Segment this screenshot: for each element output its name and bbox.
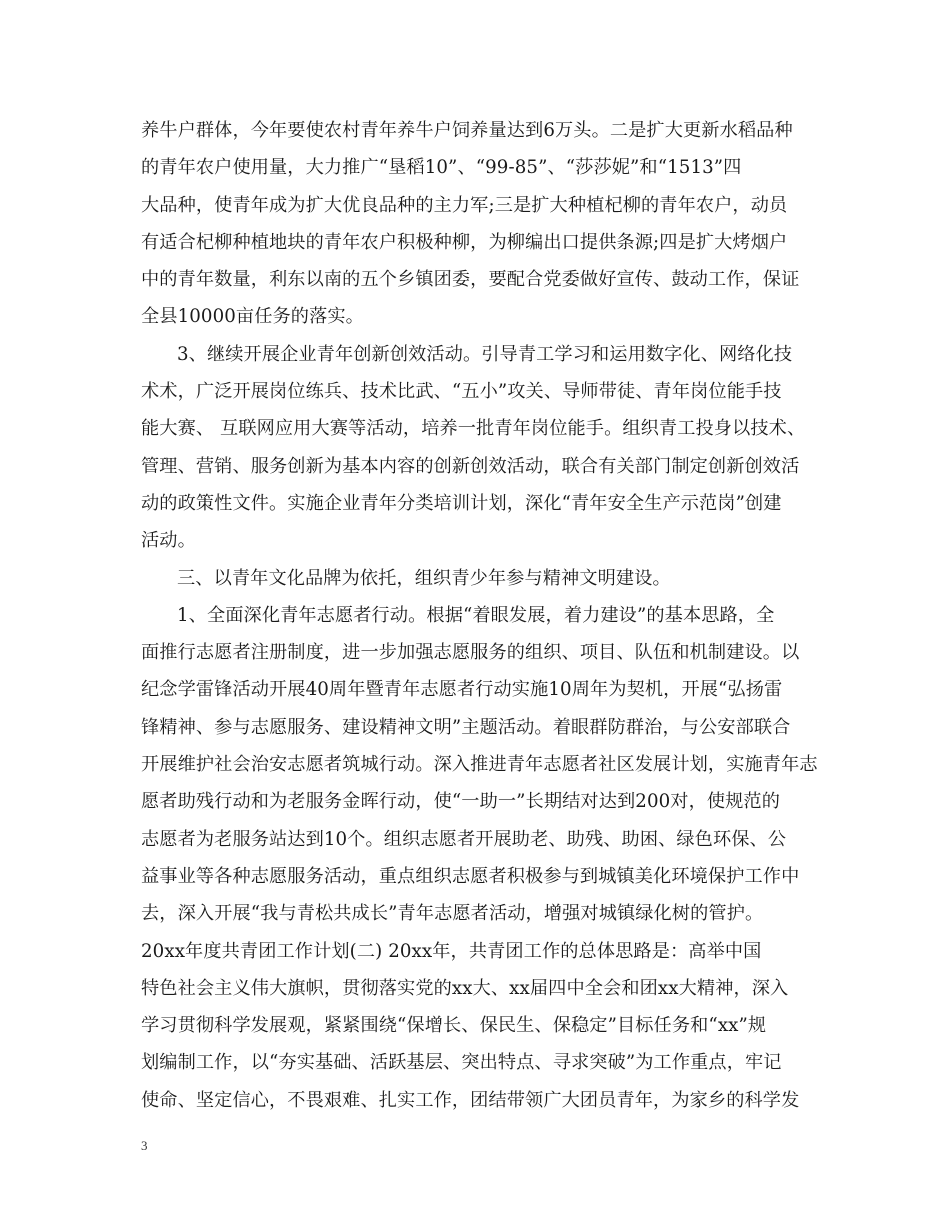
- text-line: 去，深入开展“我与青松共成长”青年志愿者活动，增强对城镇绿化树的管护。: [141, 903, 764, 925]
- text-line: 术术，广泛开展岗位练兵、技术比武、“五小”攻关、导师带徒、青年岗位能手技: [141, 381, 782, 403]
- text-line: 大品种，使青年成为扩大优良品种的主力军;三是扩大种植杞柳的青年农户，动员: [141, 194, 788, 216]
- section-heading: 三、以青年文化品牌为依托，组织青少年参与精神文明建设。: [177, 567, 671, 589]
- text-line: 20xx年度共青团工作计划(二) 20xx年，共青团工作的总体思路是：高举中国: [141, 940, 762, 962]
- text-line: 愿者助残行动和为老服务金晖行动，使“一助一”长期结对达到200对，使规范的: [141, 791, 781, 813]
- text-line: 有适合杞柳种植地块的青年农户积极种柳，为柳编出口提供条源;四是扩大烤烟户: [141, 231, 788, 253]
- text-line: 养牛户群体，今年要使农村青年养牛户饲养量达到6万头。二是扩大更新水稻品种: [141, 120, 793, 141]
- text-line: 中的青年数量，利东以南的五个乡镇团委，要配合党委做好宣传、鼓动工作，保证: [141, 269, 800, 291]
- page-number: 3: [141, 1138, 148, 1153]
- text-line: 纪念学雷锋活动开展40周年暨青年志愿者行动实施10周年为契机，开展“弘扬雷: [141, 679, 783, 701]
- paragraph-first-line: 1、全面深化青年志愿者行动。根据“着眼发展，着力建设”的基本思路，全: [177, 604, 775, 626]
- paragraph-first-line: 3、继续开展企业青年创新创效活动。引导青工学习和运用数字化、网络化技: [177, 343, 793, 365]
- text-line: 管理、营销、服务创新为基本内容的创新创效活动，联合有关部门制定创新创效活: [141, 455, 800, 477]
- text-line: 开展维护社会治安志愿者筑城行动。深入推进青年志愿者社区发展计划，实施青年志: [141, 754, 818, 776]
- text-line: 志愿者为老服务站达到10个。组织志愿者开展助老、助残、助困、绿色环保、公: [141, 828, 787, 850]
- document-body: [141, 112, 816, 1119]
- text-line: 活动。: [141, 530, 196, 552]
- text-line: 全县10000亩任务的落实。: [141, 306, 364, 328]
- text-line: 益事业等各种志愿服务活动，重点组织志愿者积极参与到城镇美化环境保护工作中: [141, 865, 800, 887]
- text-line: 特色社会主义伟大旗帜，贯彻落实党的xx大、xx届四中全会和团xx大精神，深入: [141, 977, 789, 999]
- text-line: 划编制工作，以“夯实基础、活跃基层、突出特点、寻求突破”为工作重点，牢记: [141, 1052, 782, 1074]
- text-line: 面推行志愿者注册制度，进一步加强志愿服务的组织、项目、队伍和机制建设。以: [141, 642, 800, 664]
- text-line: 能大赛、 互联网应用大赛等活动，培养一批青年岗位能手。组织青工投身以技术、: [141, 418, 806, 440]
- text-line: 使命、坚定信心，不畏艰难、扎实工作，团结带领广大团员青年，为家乡的科学发: [141, 1089, 800, 1111]
- text-line: 动的政策性文件。实施企业青年分类培训计划，深化“青年安全生产示范岗”创建: [141, 492, 782, 514]
- text-line: 锋精神、参与志愿服务、建设精神文明”主题活动。着眼群防群治，与公安部联合: [141, 716, 791, 738]
- text-line: 的青年农户使用量，大力推广“垦稻10”、“99-85”、“莎莎妮”和“1513”四: [141, 157, 742, 179]
- text-line: 学习贯彻科学发展观，紧紧围绕“保增长、保民生、保稳定”目标任务和“xx”规: [141, 1015, 767, 1037]
